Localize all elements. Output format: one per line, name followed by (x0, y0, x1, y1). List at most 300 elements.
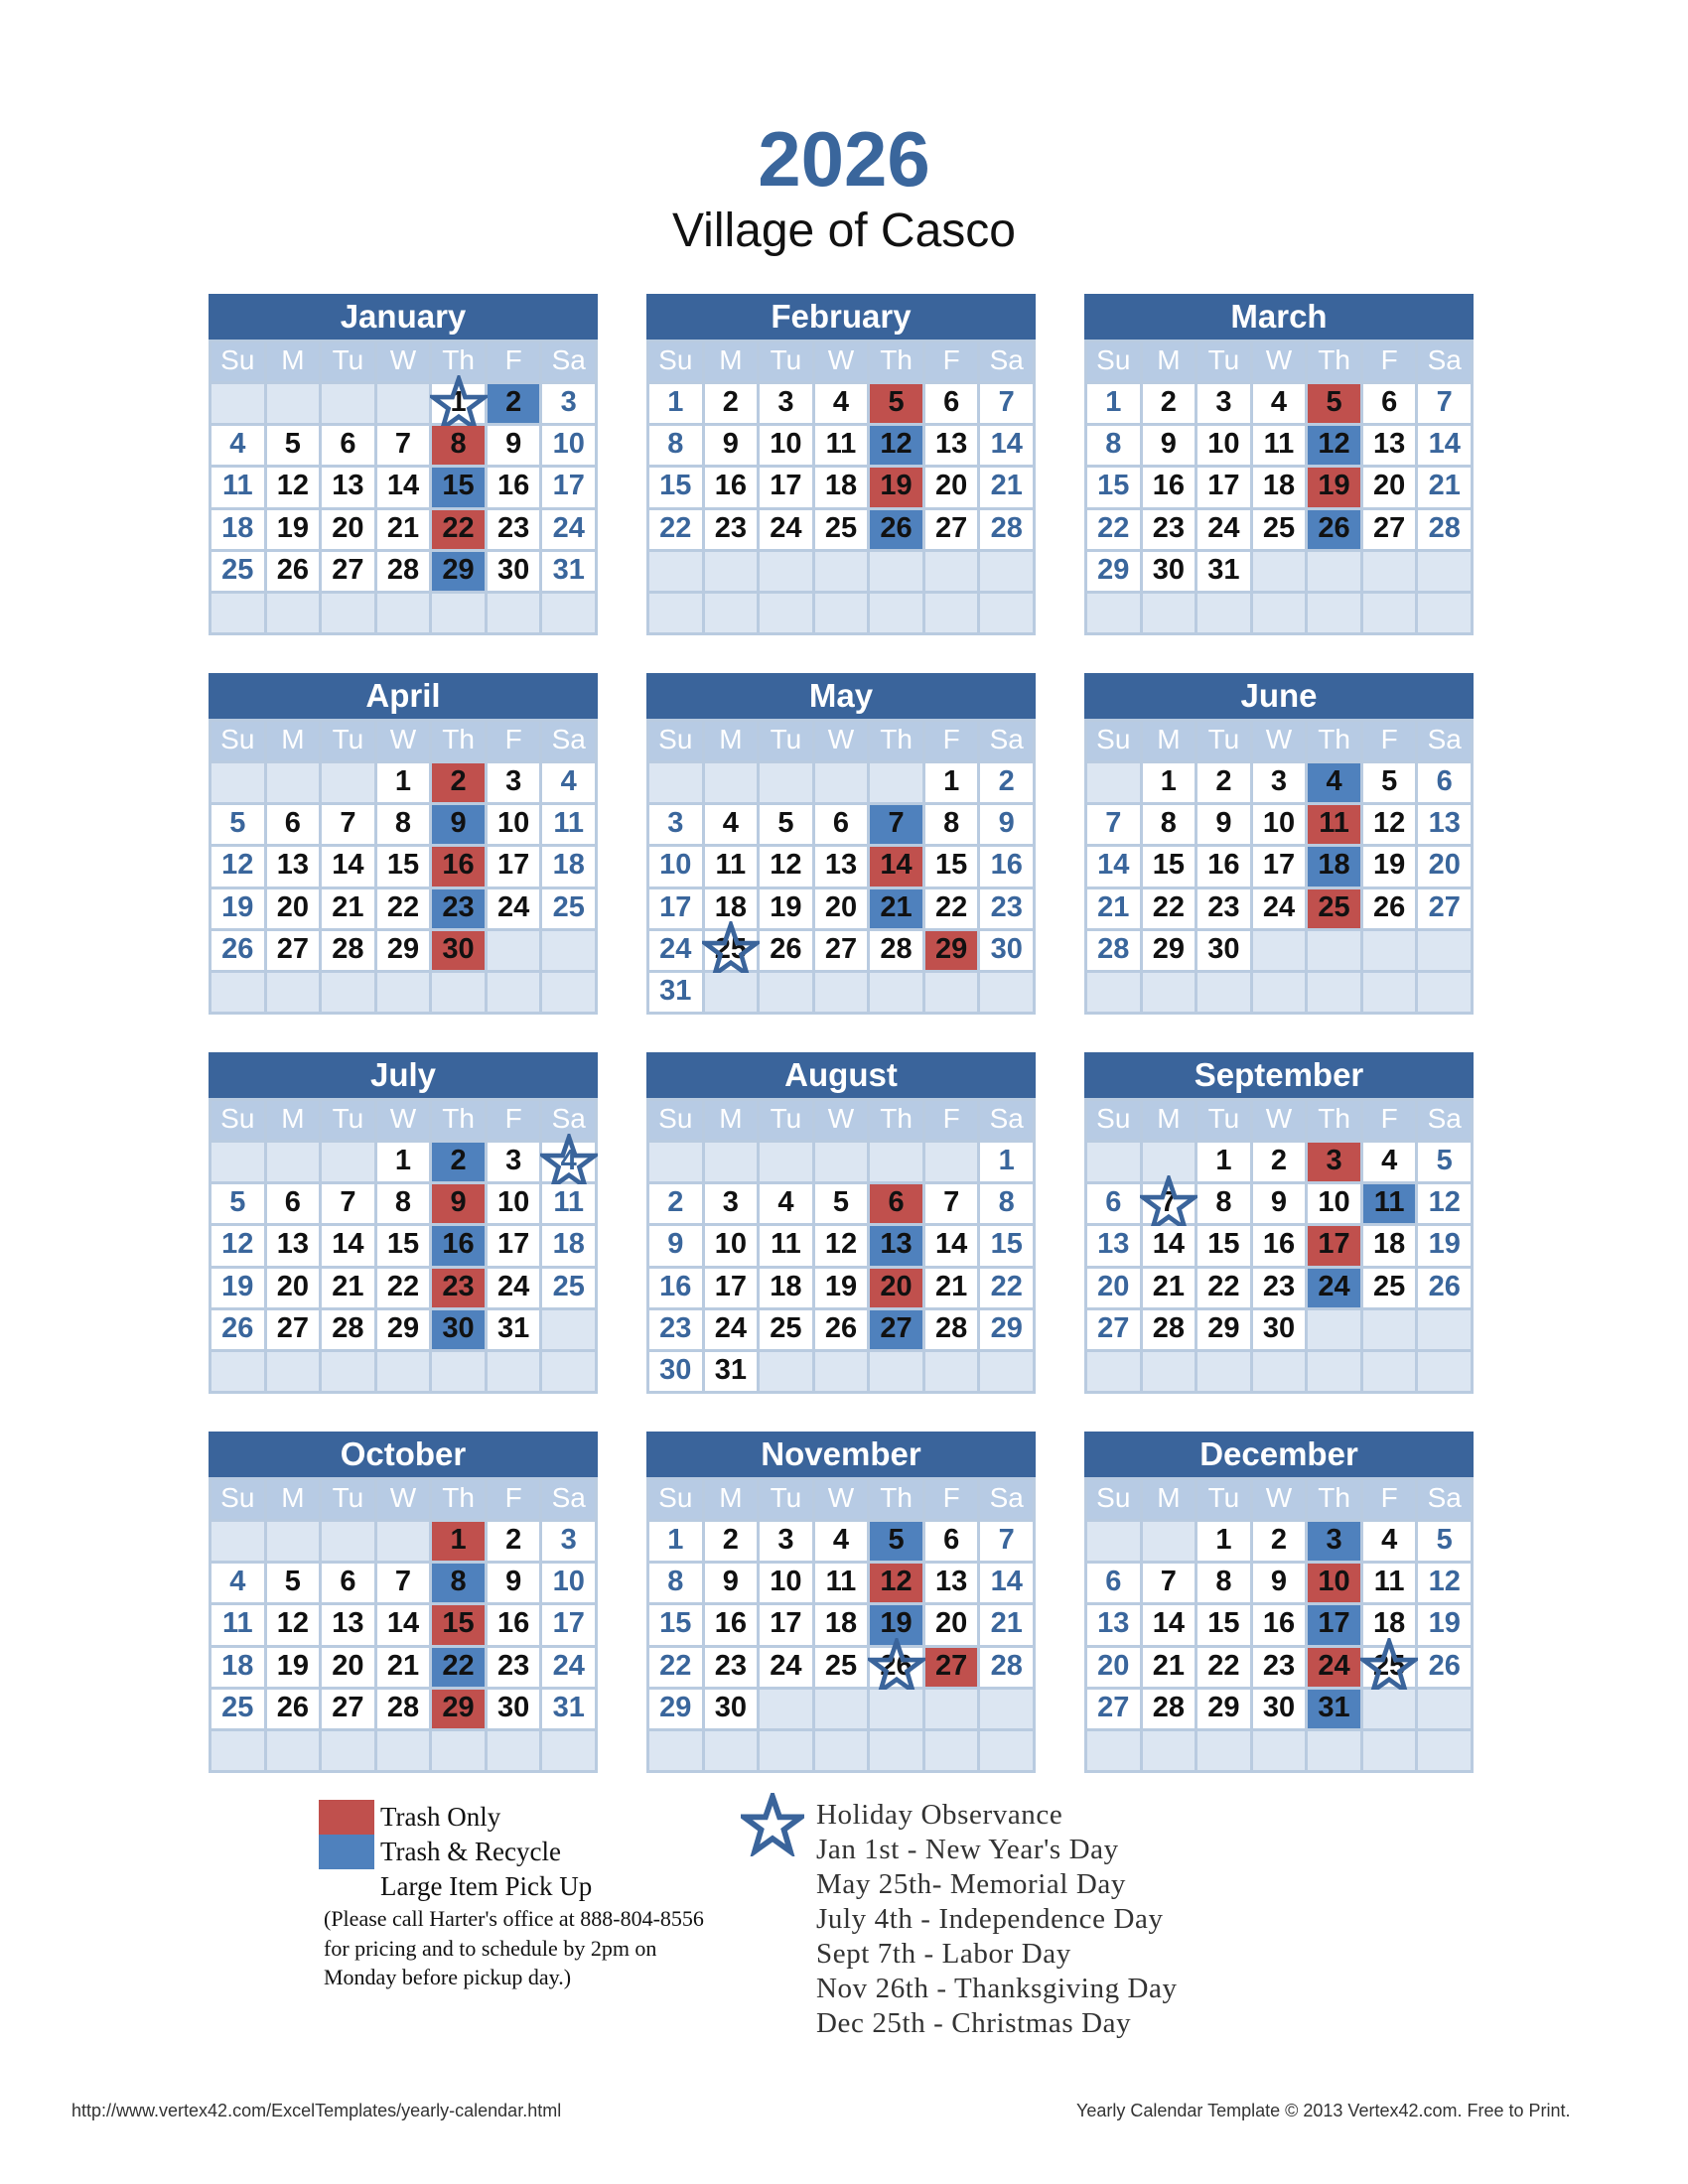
weekday-header: Su (1087, 1101, 1140, 1140)
day-number: 28 (1097, 932, 1130, 965)
empty-day-cell (815, 1143, 868, 1181)
day-cell (815, 1226, 868, 1265)
footer-url[interactable]: http://www.vertex42.com/ExcelTemplates/yearly-calendar.html (71, 2101, 562, 2120)
day-number: 20 (276, 890, 309, 923)
day-cell (1143, 805, 1196, 844)
page-title: 2026 (758, 115, 930, 203)
holiday-item: Dec 25th - Christmas Day (816, 2007, 1132, 2039)
day-number: 20 (1097, 1649, 1130, 1682)
day-number: 15 (935, 849, 968, 882)
day-number: 1 (943, 765, 960, 798)
day-number: 17 (497, 1228, 530, 1261)
day-number: 19 (221, 890, 254, 923)
day-number: 15 (990, 1228, 1023, 1261)
day-cell (211, 1605, 264, 1644)
day-cell (1197, 1564, 1250, 1602)
day-cell (1087, 931, 1140, 970)
day-number: 25 (714, 932, 747, 965)
day-cell (488, 763, 540, 802)
day-cell (1308, 1269, 1360, 1307)
day-cell (815, 510, 868, 549)
day-number: 16 (497, 470, 530, 502)
day-cell (322, 889, 374, 928)
empty-day-cell (649, 763, 702, 802)
day-number: 16 (1152, 470, 1185, 502)
day-number: 17 (1318, 1607, 1350, 1640)
day-cell (649, 1564, 702, 1602)
day-cell (925, 1522, 978, 1561)
empty-day-cell (870, 552, 922, 591)
weekday-header: Tu (322, 342, 374, 381)
day-number: 5 (284, 428, 301, 461)
day-cell (705, 384, 758, 423)
day-cell (649, 847, 702, 886)
weekday-header: Sa (1418, 342, 1471, 381)
day-number: 22 (1207, 1649, 1240, 1682)
holiday-item: Jan 1st - New Year's Day (816, 1834, 1119, 1865)
day-number: 11 (1373, 1566, 1405, 1598)
day-number: 29 (442, 1691, 475, 1723)
weekday-header: Tu (1197, 722, 1250, 760)
day-cell (542, 468, 595, 506)
day-number: 4 (1381, 1524, 1398, 1557)
day-number: 30 (990, 932, 1023, 965)
empty-day-cell (432, 1731, 485, 1770)
weekday-header: Sa (980, 722, 1033, 760)
weekday-header: M (267, 342, 320, 381)
empty-day-cell (267, 973, 320, 1012)
day-cell (925, 1269, 978, 1307)
day-number: 4 (777, 1186, 794, 1219)
holiday-star-icon (540, 1134, 598, 1191)
day-number: 3 (1326, 1524, 1342, 1557)
weekday-header: Sa (542, 1480, 595, 1519)
day-number: 18 (221, 1649, 254, 1682)
empty-day-cell (1253, 973, 1306, 1012)
day-number: 1 (1215, 1145, 1232, 1177)
day-number: 26 (221, 1311, 254, 1344)
day-number: 28 (332, 932, 364, 965)
day-number: 4 (832, 386, 850, 419)
day-cell (542, 1522, 595, 1561)
day-number: 27 (332, 553, 364, 586)
empty-day-cell (1197, 973, 1250, 1012)
day-number: 8 (943, 807, 960, 840)
day-number: 30 (442, 1311, 475, 1344)
day-number: 15 (386, 849, 420, 882)
day-number: 2 (998, 765, 1015, 798)
day-cell (322, 1310, 374, 1349)
weekday-header: M (1143, 1480, 1196, 1519)
day-cell (267, 510, 320, 549)
day-number: 17 (770, 1607, 802, 1640)
day-number: 22 (659, 1649, 692, 1682)
day-number: 5 (888, 386, 905, 419)
day-cell (925, 1648, 978, 1687)
day-number: 18 (1262, 470, 1296, 502)
day-cell (488, 847, 540, 886)
day-cell (1253, 426, 1306, 465)
day-number: 5 (1326, 386, 1342, 419)
day-number: 2 (667, 1186, 684, 1219)
day-cell (488, 1310, 540, 1349)
day-cell (1363, 468, 1416, 506)
empty-day-cell (980, 1731, 1033, 1770)
day-cell (211, 1269, 264, 1307)
holiday-item: Nov 26th - Thanksgiving Day (816, 1973, 1178, 2004)
day-cell (1363, 510, 1416, 549)
day-cell (1308, 1184, 1360, 1223)
day-number: 6 (1105, 1566, 1122, 1598)
day-cell (432, 1522, 485, 1561)
day-number: 23 (1152, 511, 1185, 544)
day-number: 9 (722, 428, 739, 461)
day-cell (980, 1310, 1033, 1349)
day-number: 14 (935, 1228, 968, 1261)
day-cell (925, 847, 978, 886)
large-item-label: Large Item Pick Up (380, 1871, 593, 1901)
day-cell (925, 1564, 978, 1602)
day-number: 8 (394, 807, 412, 840)
day-cell (1197, 763, 1250, 802)
day-cell (322, 510, 374, 549)
day-number: 9 (505, 1566, 522, 1598)
day-cell (377, 931, 430, 970)
day-cell (705, 1522, 758, 1561)
day-number: 26 (1428, 1270, 1461, 1302)
day-number: 25 (552, 890, 585, 923)
day-cell (649, 973, 702, 1012)
day-cell (705, 1605, 758, 1644)
empty-day-cell (1363, 594, 1416, 632)
day-number: 26 (221, 932, 254, 965)
day-cell (432, 1184, 485, 1223)
day-number: 6 (943, 386, 960, 419)
empty-day-cell (980, 594, 1033, 632)
day-number: 26 (824, 1311, 858, 1344)
day-number: 5 (229, 807, 246, 840)
weekday-header: Tu (1197, 342, 1250, 381)
day-cell (1087, 1690, 1140, 1728)
day-cell (760, 805, 812, 844)
day-cell (1308, 1522, 1360, 1561)
weekday-header: Sa (542, 1101, 595, 1140)
day-number: 19 (770, 890, 802, 923)
weekday-header: Sa (1418, 1101, 1471, 1140)
day-number: 1 (1215, 1524, 1232, 1557)
day-cell (760, 468, 812, 506)
day-number: 18 (1318, 849, 1350, 882)
day-number: 20 (332, 1649, 364, 1682)
day-number: 11 (553, 807, 585, 840)
day-cell (705, 847, 758, 886)
empty-day-cell (267, 594, 320, 632)
day-cell (377, 1226, 430, 1265)
month-name: May (646, 673, 1036, 719)
day-number: 7 (340, 1186, 356, 1219)
day-cell (760, 931, 812, 970)
month-name: November (646, 1432, 1036, 1477)
day-cell (211, 931, 264, 970)
day-cell (1087, 889, 1140, 928)
day-cell (1308, 426, 1360, 465)
day-cell (322, 931, 374, 970)
day-cell (705, 1690, 758, 1728)
day-cell (1418, 468, 1471, 506)
day-number: 23 (659, 1311, 692, 1344)
day-number: 7 (394, 1566, 412, 1598)
large-item-note: (Please call Harter's office at 888-804-8556 for pricing and to schedule by 2pm on Monday before pickup day.) (324, 1906, 704, 1989)
day-cell (1418, 1269, 1471, 1307)
empty-day-cell (705, 1143, 758, 1181)
day-number: 16 (442, 1228, 475, 1261)
day-cell (1253, 1648, 1306, 1687)
day-cell (1197, 1605, 1250, 1644)
day-number: 24 (714, 1311, 747, 1344)
day-number: 1 (394, 765, 412, 798)
day-cell (760, 1648, 812, 1687)
day-cell (432, 384, 485, 423)
day-number: 17 (1262, 849, 1296, 882)
day-number: 21 (1428, 470, 1461, 502)
day-number: 19 (880, 470, 913, 502)
day-number: 6 (832, 807, 850, 840)
weekday-header: Tu (760, 342, 812, 381)
day-cell (1087, 1184, 1140, 1223)
empty-day-cell (377, 1522, 430, 1561)
day-cell (1143, 847, 1196, 886)
day-cell (488, 1522, 540, 1561)
day-number: 4 (560, 1145, 577, 1177)
day-number: 7 (998, 386, 1015, 419)
day-number: 29 (386, 1311, 420, 1344)
day-cell (1087, 426, 1140, 465)
day-cell (211, 1690, 264, 1728)
day-cell (211, 426, 264, 465)
day-cell (488, 1143, 540, 1181)
day-cell (542, 1269, 595, 1307)
day-cell (815, 889, 868, 928)
day-cell (760, 1269, 812, 1307)
day-cell (1363, 889, 1416, 928)
day-number: 5 (888, 1524, 905, 1557)
empty-day-cell (322, 763, 374, 802)
weekday-header: Th (870, 342, 922, 381)
day-cell (322, 1226, 374, 1265)
day-number: 17 (552, 470, 585, 502)
day-cell (542, 889, 595, 928)
day-number: 13 (880, 1228, 913, 1261)
day-cell (760, 426, 812, 465)
day-cell (211, 1226, 264, 1265)
day-number: 6 (340, 1566, 356, 1598)
day-number: 8 (667, 1566, 684, 1598)
day-cell (760, 1184, 812, 1223)
day-number: 12 (1373, 807, 1406, 840)
day-number: 17 (1207, 470, 1240, 502)
weekday-header: Tu (1197, 1480, 1250, 1519)
day-cell (1253, 1226, 1306, 1265)
weekday-header: Th (1308, 722, 1360, 760)
weekday-header: M (1143, 722, 1196, 760)
day-cell (1253, 1605, 1306, 1644)
day-cell (1308, 805, 1360, 844)
day-number: 10 (497, 1186, 530, 1219)
day-number: 25 (1318, 890, 1350, 923)
day-number: 1 (450, 1524, 467, 1557)
day-cell (211, 1564, 264, 1602)
month-name: January (209, 294, 598, 340)
day-cell (1197, 847, 1250, 886)
day-cell (1253, 1184, 1306, 1223)
day-number: 22 (1097, 511, 1130, 544)
day-number: 19 (1428, 1228, 1461, 1261)
day-cell (705, 1184, 758, 1223)
weekday-header: Th (432, 722, 485, 760)
day-number: 9 (1270, 1186, 1288, 1219)
day-number: 17 (714, 1270, 747, 1302)
empty-day-cell (1087, 1522, 1140, 1561)
day-cell (760, 1564, 812, 1602)
day-number: 20 (935, 1607, 968, 1640)
day-number: 20 (1428, 849, 1461, 882)
empty-day-cell (1308, 1310, 1360, 1349)
day-number: 19 (1428, 1607, 1461, 1640)
day-number: 21 (386, 1649, 420, 1682)
month-name: March (1084, 294, 1474, 340)
day-number: 30 (1262, 1691, 1296, 1723)
day-cell (377, 1605, 430, 1644)
day-number: 22 (386, 890, 420, 923)
day-cell (760, 384, 812, 423)
day-cell (488, 552, 540, 591)
day-cell (1308, 1143, 1360, 1181)
day-number: 11 (553, 1186, 585, 1219)
day-number: 12 (276, 470, 309, 502)
weekday-header: Th (870, 722, 922, 760)
day-number: 9 (1215, 807, 1232, 840)
day-number: 9 (998, 807, 1015, 840)
day-number: 2 (505, 1524, 522, 1557)
day-number: 30 (1262, 1311, 1296, 1344)
day-cell (1197, 1522, 1250, 1561)
day-cell (980, 1648, 1033, 1687)
day-cell (649, 1269, 702, 1307)
empty-day-cell (1087, 973, 1140, 1012)
day-cell (980, 763, 1033, 802)
day-cell (870, 468, 922, 506)
day-cell (1418, 1648, 1471, 1687)
day-cell (1253, 1269, 1306, 1307)
day-cell (1363, 1226, 1416, 1265)
day-cell (1308, 1564, 1360, 1602)
day-cell (1253, 1564, 1306, 1602)
day-number: 11 (1263, 428, 1295, 461)
day-cell (211, 468, 264, 506)
day-cell (1253, 1310, 1306, 1349)
day-number: 30 (1152, 553, 1185, 586)
day-cell (1197, 426, 1250, 465)
day-cell (980, 1605, 1033, 1644)
day-cell (1253, 468, 1306, 506)
day-cell (1308, 468, 1360, 506)
day-number: 13 (935, 428, 968, 461)
day-cell (1087, 1648, 1140, 1687)
day-cell (432, 426, 485, 465)
day-cell (925, 889, 978, 928)
day-cell (1308, 847, 1360, 886)
day-cell (1363, 1522, 1416, 1561)
day-number: 27 (1373, 511, 1406, 544)
day-cell (377, 552, 430, 591)
day-number: 1 (667, 386, 684, 419)
day-cell (267, 1310, 320, 1349)
day-cell (1143, 1184, 1196, 1223)
day-cell (1363, 763, 1416, 802)
day-cell (925, 1310, 978, 1349)
empty-day-cell (870, 1352, 922, 1391)
day-number: 31 (552, 1691, 585, 1723)
day-number: 24 (659, 932, 692, 965)
empty-day-cell (649, 1143, 702, 1181)
day-number: 24 (497, 890, 530, 923)
day-cell (211, 1310, 264, 1349)
day-cell (488, 426, 540, 465)
day-cell (1363, 1184, 1416, 1223)
day-cell (1087, 510, 1140, 549)
weekday-header: Th (1308, 1101, 1360, 1140)
day-number: 21 (332, 1270, 364, 1302)
day-cell (980, 384, 1033, 423)
day-number: 6 (943, 1524, 960, 1557)
day-cell (870, 1522, 922, 1561)
day-number: 17 (497, 849, 530, 882)
day-number: 29 (386, 932, 420, 965)
day-cell (377, 1143, 430, 1181)
day-cell (870, 1226, 922, 1265)
day-number: 24 (1207, 511, 1240, 544)
day-cell (1143, 552, 1196, 591)
weekday-header: Sa (542, 342, 595, 381)
day-cell (705, 1310, 758, 1349)
day-number: 28 (1152, 1691, 1185, 1723)
day-number: 24 (497, 1270, 530, 1302)
weekday-header: Tu (760, 1480, 812, 1519)
day-number: 21 (935, 1270, 968, 1302)
weekday-header: Sa (542, 722, 595, 760)
day-number: 25 (770, 1311, 802, 1344)
empty-day-cell (542, 1310, 595, 1349)
day-cell (1418, 805, 1471, 844)
day-cell (760, 510, 812, 549)
page-subtitle: Village of Casco (672, 205, 1016, 257)
day-number: 10 (770, 428, 802, 461)
holiday-star-icon (868, 1638, 925, 1696)
day-cell (1197, 1226, 1250, 1265)
day-cell (1087, 1226, 1140, 1265)
day-number: 12 (276, 1607, 309, 1640)
day-number: 30 (714, 1691, 747, 1723)
day-cell (1418, 1605, 1471, 1644)
day-number: 5 (1436, 1524, 1453, 1557)
empty-day-cell (488, 1731, 540, 1770)
day-cell (1363, 1269, 1416, 1307)
empty-day-cell (267, 1731, 320, 1770)
day-number: 3 (1326, 1145, 1342, 1177)
day-number: 29 (1152, 932, 1185, 965)
day-cell (542, 510, 595, 549)
day-number: 2 (1270, 1524, 1288, 1557)
